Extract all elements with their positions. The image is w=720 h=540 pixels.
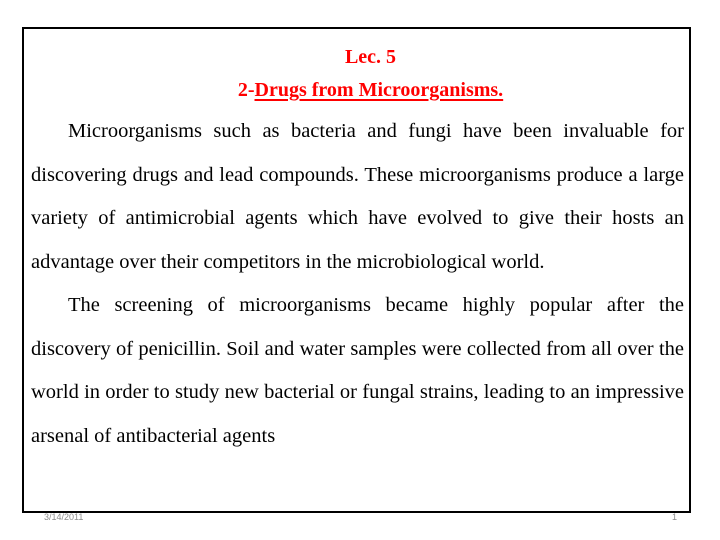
slide-content bbox=[31, 43, 684, 458]
lecture-label: Lec. 5 bbox=[344, 46, 397, 68]
footer-date: 3/14/2011 bbox=[44, 512, 84, 522]
title-prefix: 2- bbox=[237, 79, 255, 101]
footer-page-number: 1 bbox=[672, 512, 678, 522]
slide-title bbox=[57, 76, 684, 104]
title-text: Drugs from Microorganisms. bbox=[254, 79, 504, 101]
paragraph-screening: The screening of microorganisms became highly popular after the discovery of penicillin. Soil and water samples were collected from all over the world in order to study new bacterial or fungal strains, leading to an impressive arsenal of antibacterial agents bbox=[31, 294, 684, 447]
paragraph-microorganisms: Microorganisms such as bacteria and fungi have been invaluable for discovering drugs and lead compounds. These microorganisms produce a large variety of antimicrobial agents which have evolved to give their hosts an advantage over their competitors in the microbiological world. bbox=[31, 120, 684, 273]
